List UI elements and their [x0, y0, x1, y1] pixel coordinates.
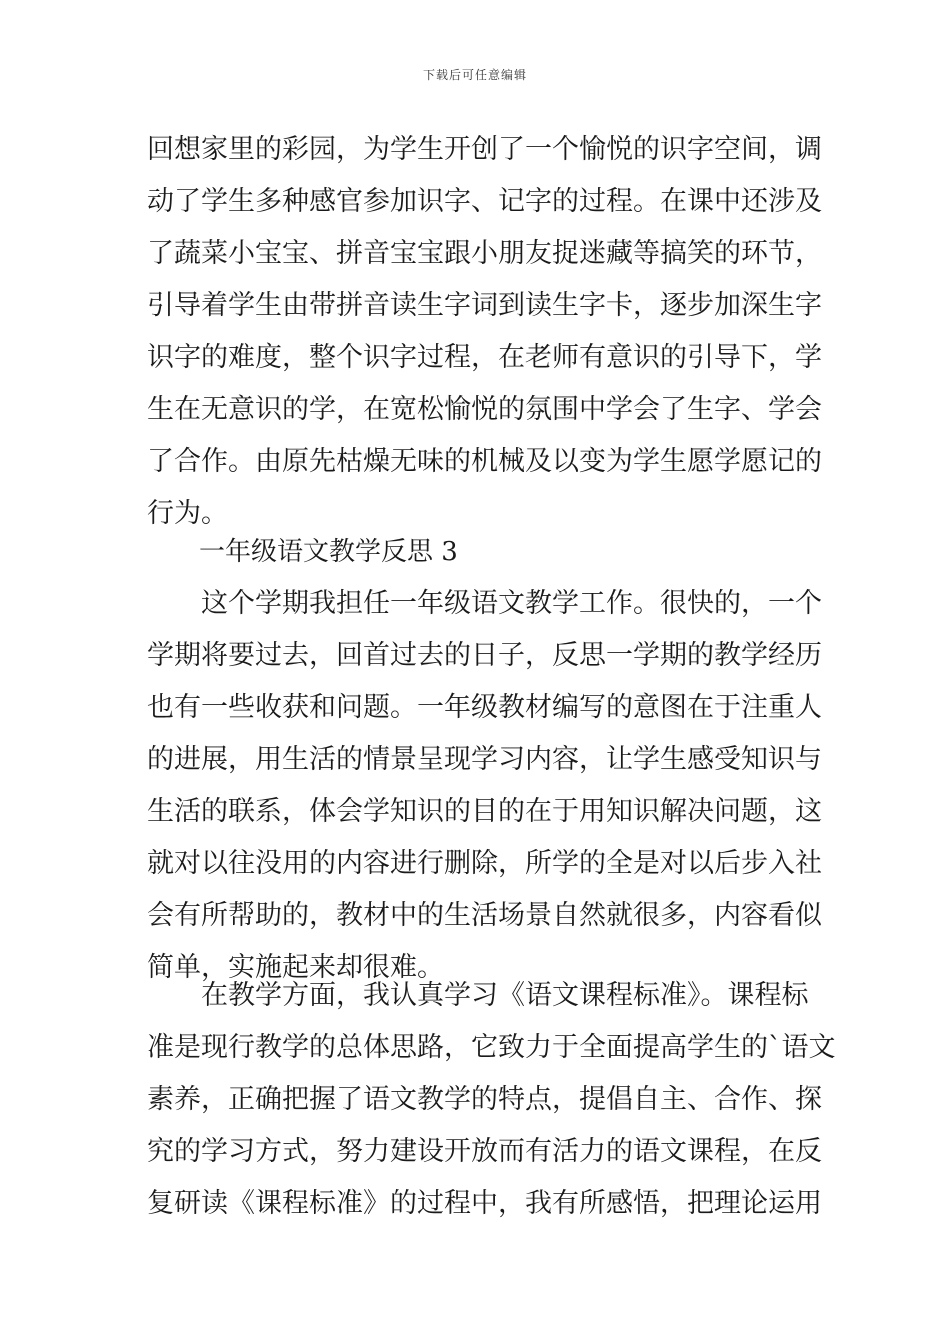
section-heading-block	[147, 526, 807, 578]
text-line: 准是现行教学的总体思路，它致力于全面提高学生的`语文	[147, 1032, 836, 1063]
paragraph-teaching	[147, 970, 836, 1230]
text-line: 究的学习方式，努力建设开放而有活力的语文课程，在反	[147, 1136, 822, 1167]
paragraph-intro	[147, 578, 822, 994]
text-line: 在教学方面，我认真学习《语文课程标准》。课程标	[201, 980, 809, 1011]
text-line: 的进展，用生活的情景呈现学习内容，让学生感受知识与	[147, 744, 822, 775]
section-title: 一年级语文教学反思 3	[199, 537, 458, 567]
text-line: 引导着学生由带拼音读生字词到读生字卡，逐步加深生字	[147, 290, 822, 321]
paragraph-continued	[147, 124, 822, 540]
text-line: 生活的联系，体会学知识的目的在于用知识解决问题，这	[147, 796, 822, 827]
text-line: 回想家里的彩园，为学生开创了一个愉悦的识字空间，调	[147, 134, 822, 165]
text-line: 行为。	[147, 498, 228, 529]
header-note: 下载后可任意编辑	[422, 68, 527, 82]
text-line: 识字的难度，整个识字过程，在老师有意识的引导下，学	[147, 342, 822, 373]
text-line: 简单，实施起来却很难。	[147, 952, 444, 983]
text-line: 学期将要过去，回首过去的日子，反思一学期的教学经历	[147, 640, 822, 671]
text-line: 就对以往没用的内容进行删除，所学的全是对以后步入社	[147, 848, 822, 879]
text-line: 了合作。由原先枯燥无味的机械及以变为学生愿学愿记的	[147, 446, 822, 477]
text-line: 素养，正确把握了语文教学的特点，提倡自主、合作、探	[147, 1084, 822, 1115]
text-line: 复研读《课程标准》的过程中，我有所感悟，把理论运用	[147, 1188, 822, 1219]
text-line: 了蔬菜小宝宝、拼音宝宝跟小朋友捉迷藏等搞笑的环节，	[147, 238, 822, 269]
text-line: 会有所帮助的，教材中的生活场景自然就很多，内容看似	[147, 900, 822, 931]
text-line: 动了学生多种感官参加识字、记字的过程。在课中还涉及	[147, 186, 822, 217]
text-line: 生在无意识的学，在宽松愉悦的氛围中学会了生字、学会	[147, 394, 822, 425]
text-line: 这个学期我担任一年级语文教学工作。很快的，一个	[201, 588, 822, 619]
text-line: 也有一些收获和问题。一年级教材编写的意图在于注重人	[147, 692, 822, 723]
